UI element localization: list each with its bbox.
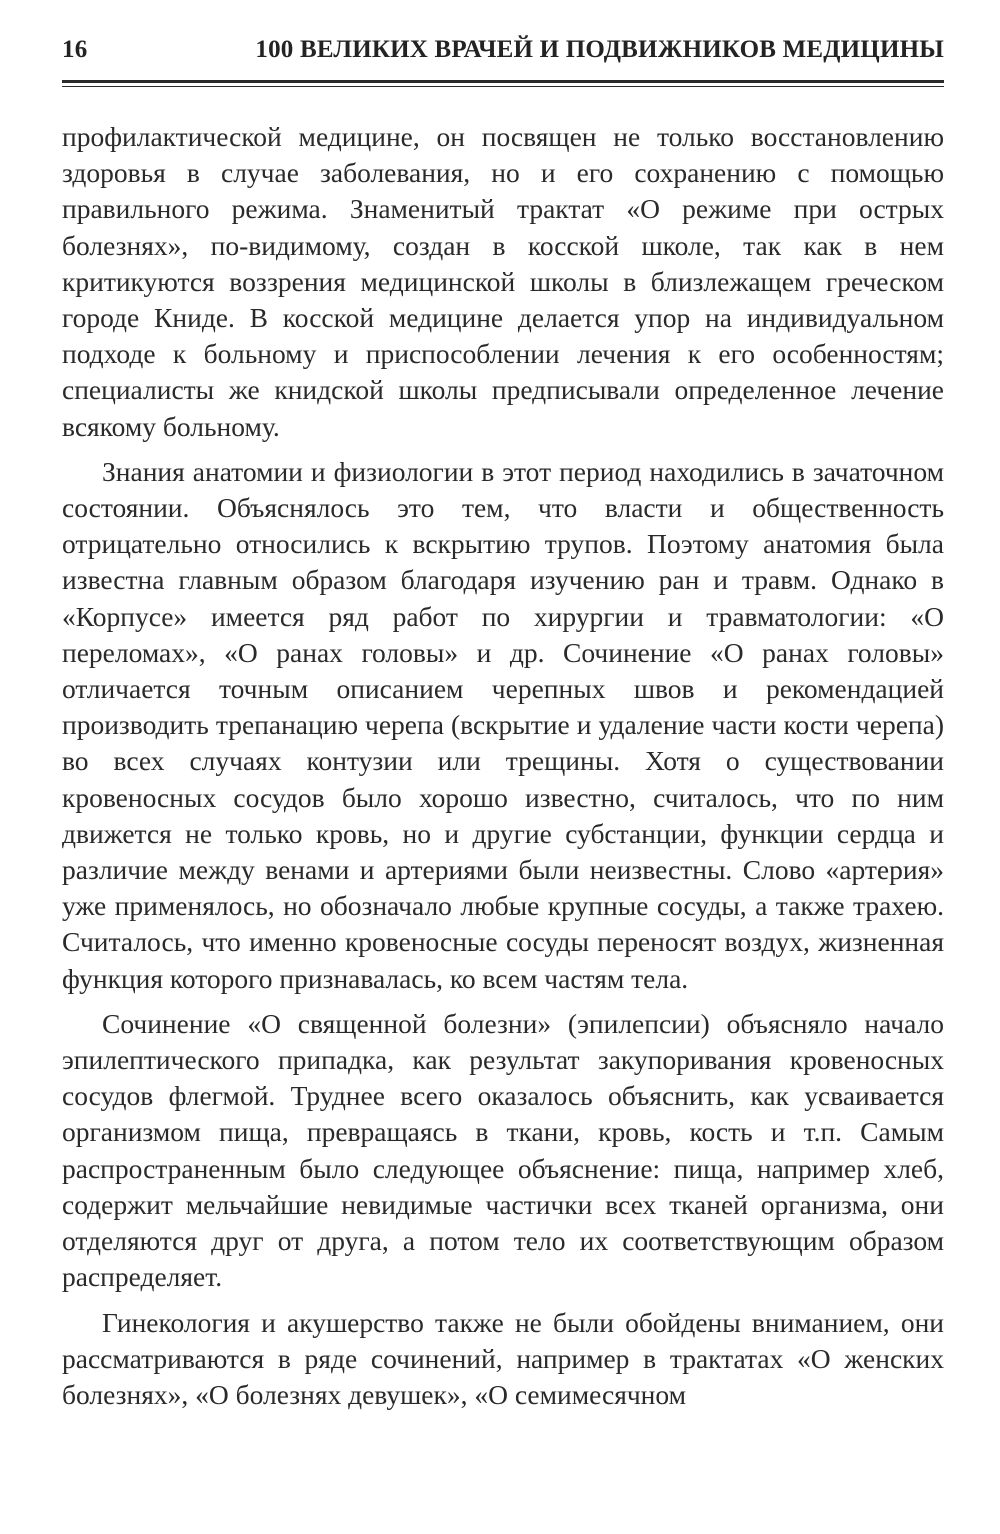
paragraph: Сочинение «О священной болезни» (эпилепсии) объясняло начало эпилептического припадка, как результат закупоривания кровеносных сосудов флегмой. Труднее всего оказалось объяснить, как усваивается организмом пища, превращаясь в ткани, кровь, кость и т.п. Самым распространенным было следующее объяснение: пища, например хлеб, содержит мельчайшие невидимые частички всех тканей организма, они отделяются друг от друга, а потом тело их соответствующим образом распределяет. xyxy=(62,1007,944,1293)
running-title: 100 ВЕЛИКИХ ВРАЧЕЙ И ПОДВИЖНИКОВ МЕДИЦИНЫ xyxy=(255,36,944,63)
book-page xyxy=(62,0,944,1534)
paragraph-continued: профилактической медицине, он посвящен не только восстановлению здоровья в случае заболевания, но и его сохранению с помощью правильного режима. Знаменитый трактат «О режиме при острых болезнях», по-видимому, создан в косской школе, так как в нем критикуются воззрения медицинской школы в близлежащем греческом городе Книде. В косской медицине делается упор на индивидуальном подходе к больному и приспособлении лечения к его особенностям; специалисты же книдской школы предписывали определенное лечение всякому больному. xyxy=(62,121,944,442)
page-number: 16 xyxy=(62,36,88,63)
body-text xyxy=(62,119,944,1422)
header-rule-thin xyxy=(62,86,944,87)
paragraph: Знания анатомии и физиологии в этот период находились в зачаточном состоянии. Объяснялось это тем, что власти и общественность отрицательно относились к вскрытию трупов. Поэтому анатомия была известна главным образом благодаря изучению ран и травм. Однако в «Корпусе» имеется ряд работ по хирургии и травматологии: «О переломах», «О ранах головы» и др. Сочинение «О ранах головы» отличается точным описанием черепных швов и рекомендацией производить трепанацию черепа (вскрытие и удаление части кости черепа) во всех случаях контузии или трещины. Хотя о существовании кровеносных сосудов было хорошо известно, считалось, что по ним движется не только кровь, но и другие субстанции, функции сердца и различие между венами и артериями были неизвестны. Слово «артерия» уже применялось, но обозначало любые крупные сосуды, а также трахею. Считалось, что именно кровеносные сосуды переносят воздух, жизненная функция которого признавалась, ко всем частям тела. xyxy=(62,455,944,994)
paragraph: Гинекология и акушерство также не были обойдены вниманием, они рассматриваются в ряде сочинений, например в трактатах «О женских болезнях», «О болезнях девушек», «О семимесячном xyxy=(62,1306,944,1410)
running-head xyxy=(62,36,944,76)
header-rule-thick xyxy=(62,80,944,83)
